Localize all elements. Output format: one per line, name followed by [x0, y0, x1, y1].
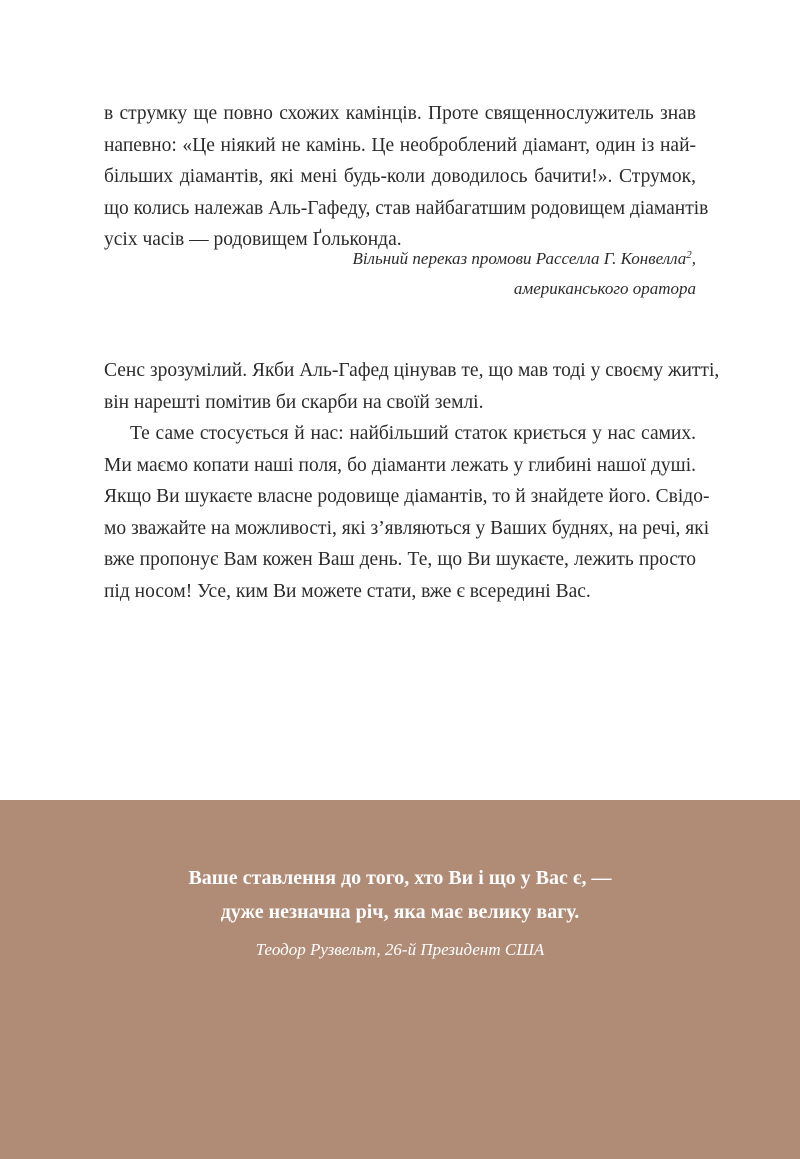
attribution-comma: , [691, 249, 696, 268]
quote-line: дуже незначна річ, яка має велику вагу. [220, 901, 580, 923]
text-line: він нарешті помітив би скарби на своїй землі. [104, 391, 484, 413]
text-line: що колись належав Аль-Гафеду, став найбагатшим родовищем діамантів [104, 197, 709, 219]
story-attribution [352, 244, 696, 304]
quote-text [0, 861, 800, 929]
text-line: усіх часів — родовищем Ґолькондa. [104, 229, 402, 250]
text-line: під носом! Усе, ким Ви можете стати, вже є всередині Вас. [104, 580, 591, 602]
text-line: Якщо Ви шукаєте власне родовище діамантів, то й знайдете його. Свідо- [104, 486, 710, 507]
text-line: більших діамантів, які мені будь-коли доводилось бачити!». Струмок, [104, 166, 696, 187]
text-line: мо зважайте на можливості, які з’являються у Ваших буднях, на речі, які [104, 517, 710, 539]
text-line: Сенс зрозумілий. Якби Аль-Гафед цінував те, що мав тоді у своєму житті, [104, 360, 720, 381]
text-line: напевно: «Це ніякий не камінь. Це необроблений діамант, один із най- [104, 134, 696, 156]
text-line: Ми маємо копати наші поля, бо діаманти лежать у глибині нашої душі. [104, 454, 696, 476]
footnote-marker: 2 [686, 249, 692, 261]
story-paragraph [104, 98, 709, 256]
reflection-paragraph [104, 355, 720, 607]
quote-line: Ваше ставлення до того, хто Ви і що у Вас є, — [188, 867, 612, 889]
text-line: в струмку ще повно схожих камінців. Проте священнослужитель знав [104, 103, 696, 124]
attribution-line [352, 244, 696, 274]
attribution-role: американського оратора [513, 279, 696, 298]
quote-band [0, 800, 800, 1159]
quote-author: Теодор Рузвельт, 26-й Президент США [255, 940, 545, 959]
text-line: вже пропонує Вам кожен Ваш день. Те, що Ви шукаєте, лежить просто [104, 549, 696, 570]
text-line: Те саме стосується й нас: найбільший статок криється у нас самих. [130, 423, 696, 444]
attribution-source: Вільний переказ промови Расселла Г. Конвелла [352, 249, 687, 268]
